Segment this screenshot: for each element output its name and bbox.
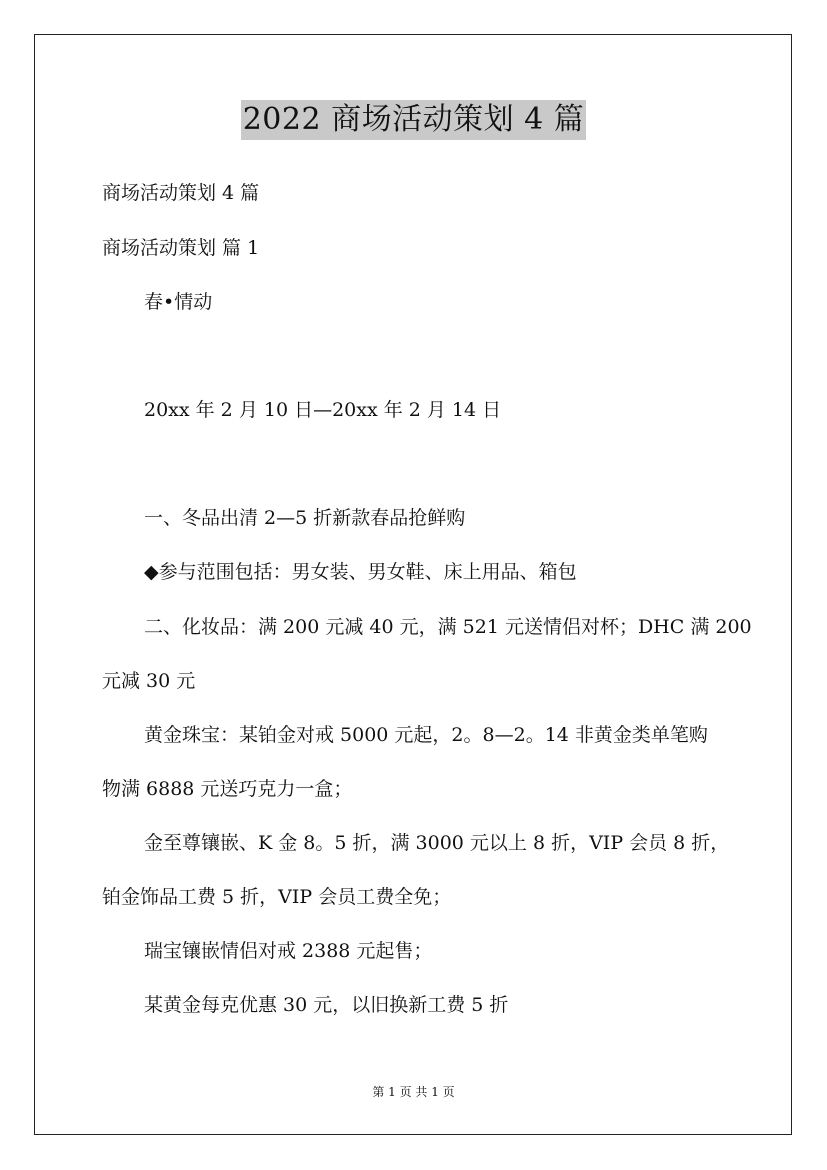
page-footer: 第 1 页 共 1 页 [372, 1085, 455, 1099]
section-heading: 商场活动策划 篇 1 [102, 237, 260, 259]
title-container [0, 100, 827, 140]
paragraph-line: 元减 30 元 [102, 670, 196, 692]
event-theme: 春•情动 [144, 291, 213, 313]
subtitle-line: 商场活动策划 4 篇 [102, 182, 260, 204]
paragraph-line: 物满 6888 元送巧克力一盒； [102, 778, 353, 800]
paragraph-line: 金至尊镶嵌、K 金 8。5 折，满 3000 元以上 8 折，VIP 会员 8 折， [144, 832, 730, 854]
event-date-range: 20xx 年 2 月 10 日—20xx 年 2 月 14 日 [144, 399, 502, 421]
document-title: 2022 商场活动策划 4 篇 [241, 100, 587, 140]
paragraph-line: 铂金饰品工费 5 折，VIP 会员工费全免； [102, 886, 452, 908]
paragraph-line: 一、冬品出清 2—5 折新款春品抢鲜购 [144, 507, 466, 529]
paragraph-line: ◆参与范围包括：男女装、男女鞋、床上用品、箱包 [144, 561, 577, 583]
paragraph-line: 黄金珠宝：某铂金对戒 5000 元起，2。8—2。14 非黄金类单笔购 [144, 724, 708, 746]
paragraph-line: 某黄金每克优惠 30 元，以旧换新工费 5 折 [144, 994, 509, 1016]
paragraph-line: 二、化妆品：满 200 元减 40 元，满 521 元送情侣对杯；DHC 满 200 [144, 616, 752, 638]
paragraph-line: 瑞宝镶嵌情侣对戒 2388 元起售； [144, 940, 433, 962]
